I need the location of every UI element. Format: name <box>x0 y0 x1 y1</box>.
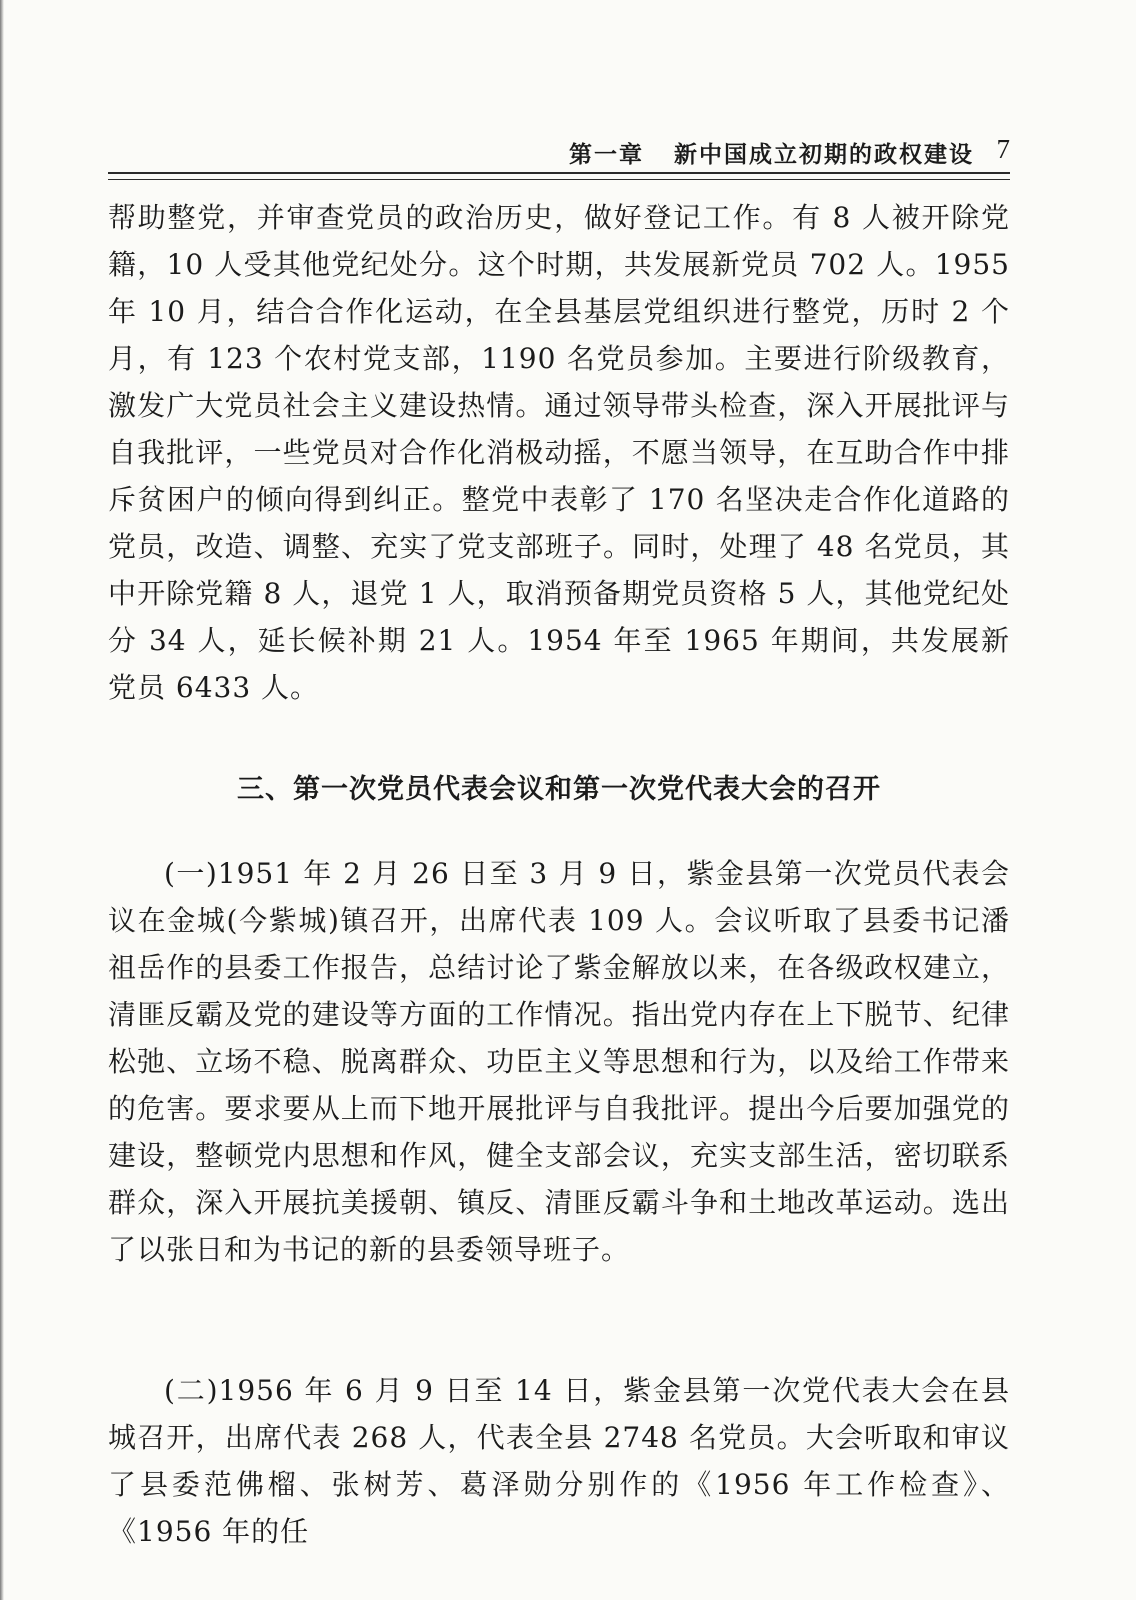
body-paragraph-2: (一)1951 年 2 月 26 日至 3 月 9 日，紫金县第一次党员代表会议在金城(今紫城)镇召开，出席代表 109 人。会议听取了县委书记潘祖岳作的县委工作报告，总结讨论了紫金解放以来，在各级政权建立，清匪反霸及党的建设等方面的工作情况。指出党内存在上下脱节、纪律松弛、立场不稳、脱离群众、功臣主义等思想和行为，以及给工作带来的危害。要求要从上而下地开展批评与自我批评。提出今后要加强党的建设，整顿党内思想和作风，健全支部会议，充实支部生活，密切联系群众，深入开展抗美援朝、镇反、清匪反霸斗争和土地改革运动。选出了以张日和为书记的新的县委领导班子。 <box>108 857 1010 1266</box>
chapter-title: 第一章 新中国成立初期的政权建设 <box>568 141 974 168</box>
running-header <box>108 136 1010 170</box>
page-number: 7 <box>996 134 1010 164</box>
section-heading: 三、第一次党员代表会议和第一次党代表大会的召开 <box>237 774 881 805</box>
header-rule <box>108 172 1010 180</box>
body-paragraph-1: 帮助整党，并审查党员的政治历史，做好登记工作。有 8 人被开除党籍，10 人受其他党纪处分。这个时期，共发展新党员 702 人。1955 年 10 月，结合合作化运动，在全县基层党组织进行整党，历时 2 个月，有 123 个农村党支部，1190 名党员参加。主要进行阶级教育，激发广大党员社会主义建设热情。通过领导带头检查，深入开展批评与自我批评，一些党员对合作化消极动摇，不愿当领导，在互助合作中排斥贫困户的倾向得到纠正。整党中表彰了 170 名坚决走合作化道路的党员，改造、调整、充实了党支部班子。同时，处理了 48 名党员，其中开除党籍 8 人，退党 1 人，取消预备期党员资格 5 人，其他党纪处分 34 人，延长候补期 21 人。1954 年至 1965 年期间，共发展新党员 6433 人。 <box>108 201 1010 704</box>
page-edge-shadow <box>0 0 4 1600</box>
body-paragraph-3: (二)1956 年 6 月 9 日至 14 日，紫金县第一次党代表大会在县城召开，出席代表 268 人，代表全县 2748 名党员。大会听取和审议了县委范佛榴、张树芳、葛泽勋分别作的《1956 年工作检查》、《1956 年的任 <box>108 1374 1010 1548</box>
